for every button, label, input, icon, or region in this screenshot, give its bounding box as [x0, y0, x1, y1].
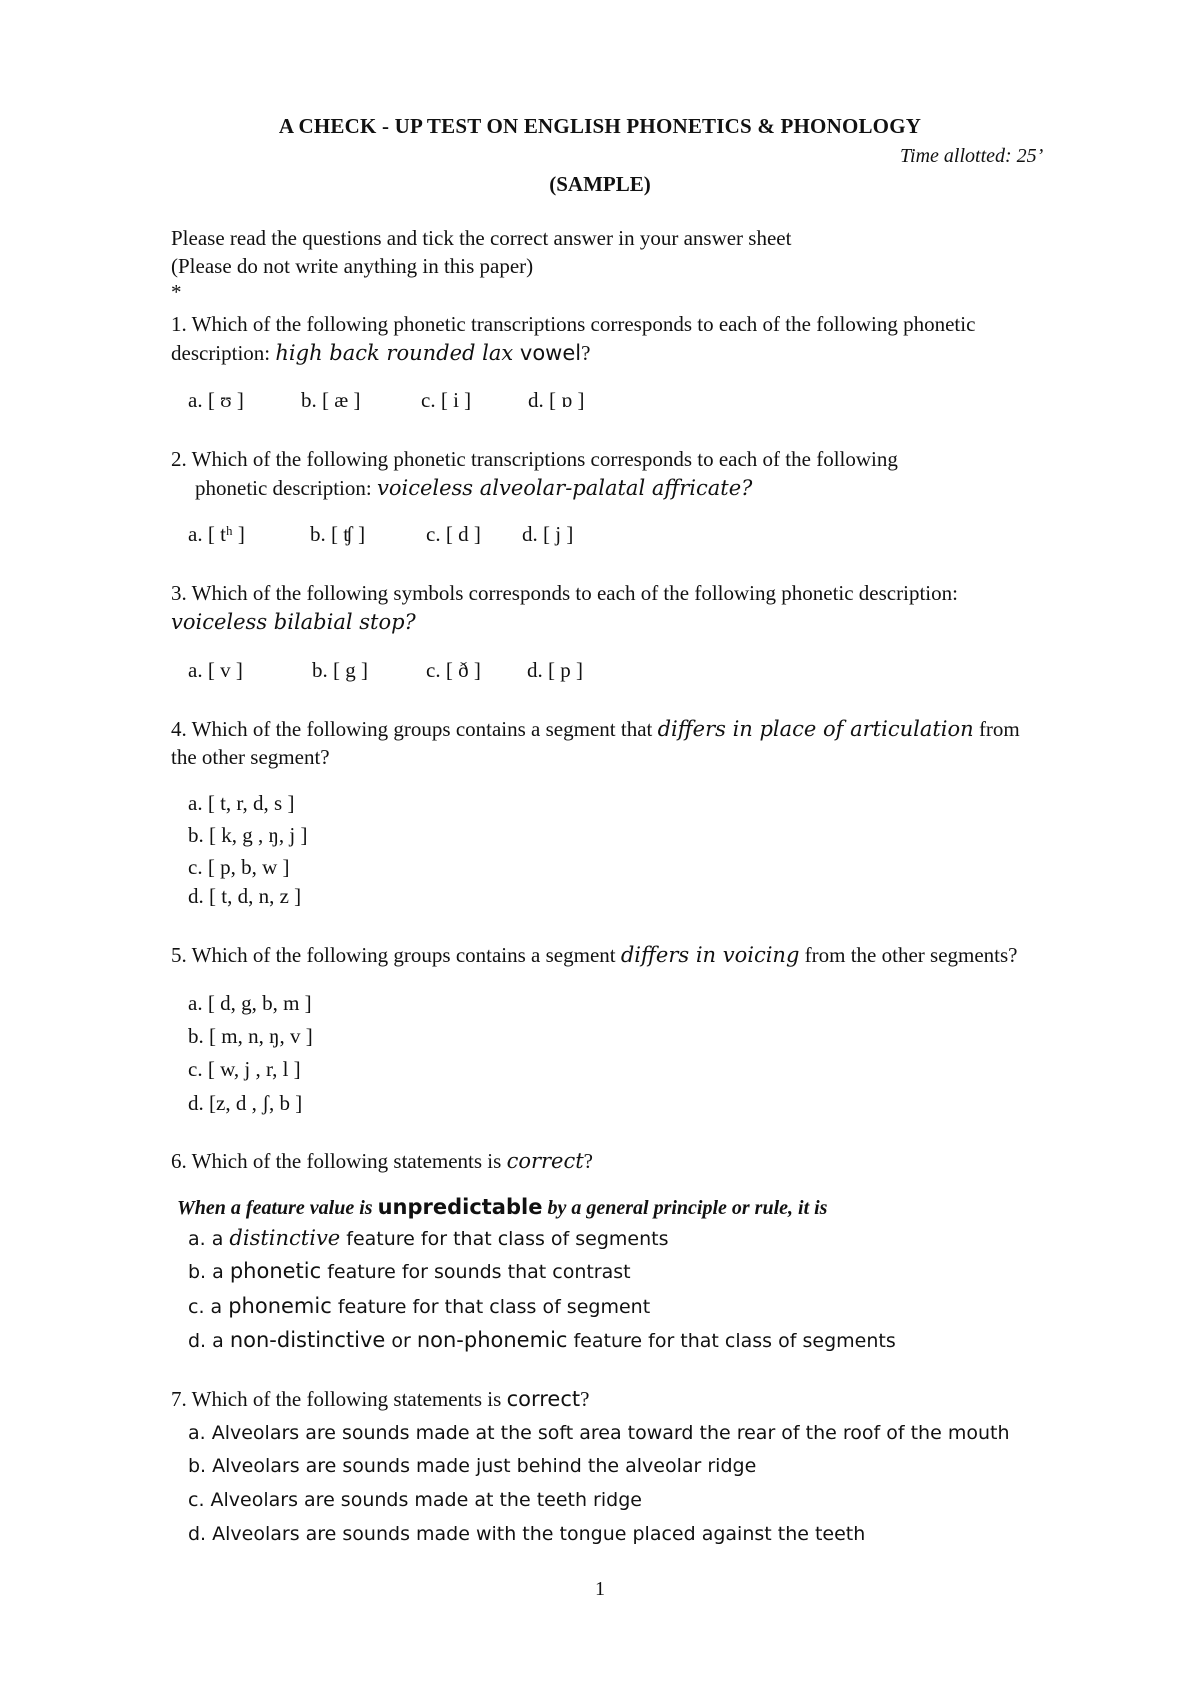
page-title: A CHECK - UP TEST ON ENGLISH PHONETICS & PHONOLOGY — [278, 114, 922, 138]
question-1-text: 1. Which of the following phonetic transcriptions corresponds to each of the following phonetic — [171, 312, 976, 336]
page-subtitle: (SAMPLE) — [549, 172, 651, 196]
question-3-text: 3. Which of the following symbols corresponds to each of the following phonetic description: — [171, 581, 958, 605]
page-number: 1 — [595, 1578, 605, 1600]
question-5-italic: differs in voicing — [620, 943, 800, 967]
time-allotted: Time allotted: 25’ — [900, 145, 1044, 167]
question-4-prefix: 4. Which of the following groups contains a segment that — [171, 717, 658, 741]
q3-option-d[interactable]: d. [ p ] — [527, 658, 583, 682]
q6-option-a-key: distinctive — [229, 1226, 341, 1250]
question-7-text — [171, 1387, 589, 1412]
q4-option-a[interactable]: a. [ t, r, d, s ] — [188, 791, 295, 815]
q5-option-b[interactable]: b. [ m, n, ŋ, v ] — [188, 1024, 313, 1048]
q6-option-c-rest: feature for that class of segment — [331, 1296, 651, 1318]
question-1-italic: high back rounded lax — [275, 341, 520, 365]
q2-option-a[interactable]: a. [ tʰ ] — [188, 522, 245, 546]
q5-option-c[interactable]: c. [ w, j , r, l ] — [188, 1057, 301, 1081]
question-2-options — [188, 522, 573, 547]
question-1-options — [188, 388, 584, 413]
q7-option-d[interactable]: d. Alveolars are sounds made with the tongue placed against the teeth — [188, 1523, 866, 1545]
q4-option-b[interactable]: b. [ k, g , ŋ, j ] — [188, 823, 308, 847]
q6-option-b-rest: feature for sounds that contrast — [321, 1261, 631, 1283]
question-7-prefix: 7. Which of the following statements is — [171, 1387, 507, 1411]
q2-option-d[interactable]: d. [ j ] — [522, 522, 574, 546]
q6-option-c-key: phonemic — [228, 1294, 332, 1318]
q1-option-c[interactable]: c. [ i ] — [421, 388, 472, 412]
question-2-prefix: phonetic description: — [195, 476, 377, 500]
instructions-line-2: (Please do not write anything in this paper) — [171, 254, 534, 278]
q1-option-b[interactable]: b. [ æ ] — [301, 388, 361, 412]
question-1-word: vowel — [519, 341, 582, 365]
q6-stem-c: by a general principle or rule, it is — [542, 1197, 828, 1219]
q2-option-c[interactable]: c. [ d ] — [426, 522, 481, 546]
question-7-suffix: ? — [580, 1387, 590, 1411]
q1-option-a[interactable]: a. [ ʊ ] — [188, 388, 244, 412]
q7-option-b[interactable]: b. Alveolars are sounds made just behind the alveolar ridge — [188, 1455, 757, 1477]
q5-option-d[interactable]: d. [z, d , ʃ, b ] — [188, 1091, 303, 1115]
q6-option-b[interactable] — [188, 1259, 631, 1283]
question-3-description: voiceless bilabial stop? — [171, 610, 416, 634]
question-4-italic: differs in place of articulation — [657, 717, 974, 741]
question-2-text: 2. Which of the following phonetic transcriptions corresponds to each of the following — [171, 447, 898, 471]
q6-stem-b: unpredictable — [377, 1195, 543, 1219]
q4-option-c[interactable]: c. [ p, b, w ] — [188, 855, 290, 879]
q7-option-a[interactable]: a. Alveolars are sounds made at the soft area toward the rear of the roof of the mouth — [188, 1422, 1010, 1444]
question-4-text-line-2: the other segment? — [171, 745, 330, 769]
question-5-text — [171, 943, 1018, 968]
q5-option-a[interactable]: a. [ d, g, b, m ] — [188, 991, 312, 1015]
q6-option-d[interactable] — [188, 1328, 896, 1352]
q4-option-d[interactable]: d. [ t, d, n, z ] — [188, 884, 302, 908]
question-2-description — [195, 476, 752, 501]
q6-option-d-rest: feature for that class of segments — [567, 1330, 896, 1352]
question-2-italic: voiceless alveolar-palatal affricate? — [376, 476, 753, 500]
question-4-text — [171, 717, 1020, 742]
q6-option-b-letter: b. a — [188, 1261, 230, 1283]
question-1-description — [171, 341, 590, 366]
q6-option-a-rest: feature for that class of segments — [340, 1228, 669, 1250]
instructions-star: * — [171, 280, 182, 304]
q6-option-d-key2: non-phonemic — [416, 1328, 568, 1352]
q6-option-c[interactable] — [188, 1294, 650, 1318]
q6-option-c-letter: c. a — [188, 1296, 229, 1318]
q7-option-c[interactable]: c. Alveolars are sounds made at the teeth ridge — [188, 1489, 642, 1511]
question-5-suffix: from the other segments? — [799, 943, 1018, 967]
question-6-suffix: ? — [583, 1149, 593, 1173]
q6-stem-a: When a feature value is — [177, 1197, 378, 1219]
instructions-line-1: Please read the questions and tick the correct answer in your answer sheet — [171, 226, 792, 250]
question-7-key: correct — [506, 1387, 581, 1411]
question-5-prefix: 5. Which of the following groups contains a segment — [171, 943, 621, 967]
q6-option-a[interactable] — [188, 1226, 669, 1250]
q6-option-d-key: non-distinctive — [229, 1328, 386, 1352]
q3-option-b[interactable]: b. [ g ] — [312, 658, 368, 682]
question-4-suffix: from — [973, 717, 1020, 741]
q6-option-d-letter: d. a — [188, 1330, 230, 1352]
q6-option-a-letter: a. a — [188, 1228, 230, 1250]
question-6-italic: correct — [506, 1149, 584, 1173]
question-6-stem — [177, 1195, 827, 1220]
question-6-text — [171, 1149, 593, 1174]
q6-option-b-key: phonetic — [229, 1259, 322, 1283]
q1-option-d[interactable]: d. [ ɒ ] — [528, 388, 585, 412]
question-1-prefix: description: — [171, 341, 276, 365]
question-6-prefix: 6. Which of the following statements is — [171, 1149, 507, 1173]
q3-option-c[interactable]: c. [ ð ] — [426, 658, 481, 682]
question-3-options — [188, 658, 583, 683]
q3-option-a[interactable]: a. [ v ] — [188, 658, 243, 682]
q6-option-d-mid: or — [385, 1330, 417, 1352]
q2-option-b[interactable]: b. [ ʧ ] — [310, 522, 366, 546]
question-1-suffix: ? — [581, 341, 591, 365]
